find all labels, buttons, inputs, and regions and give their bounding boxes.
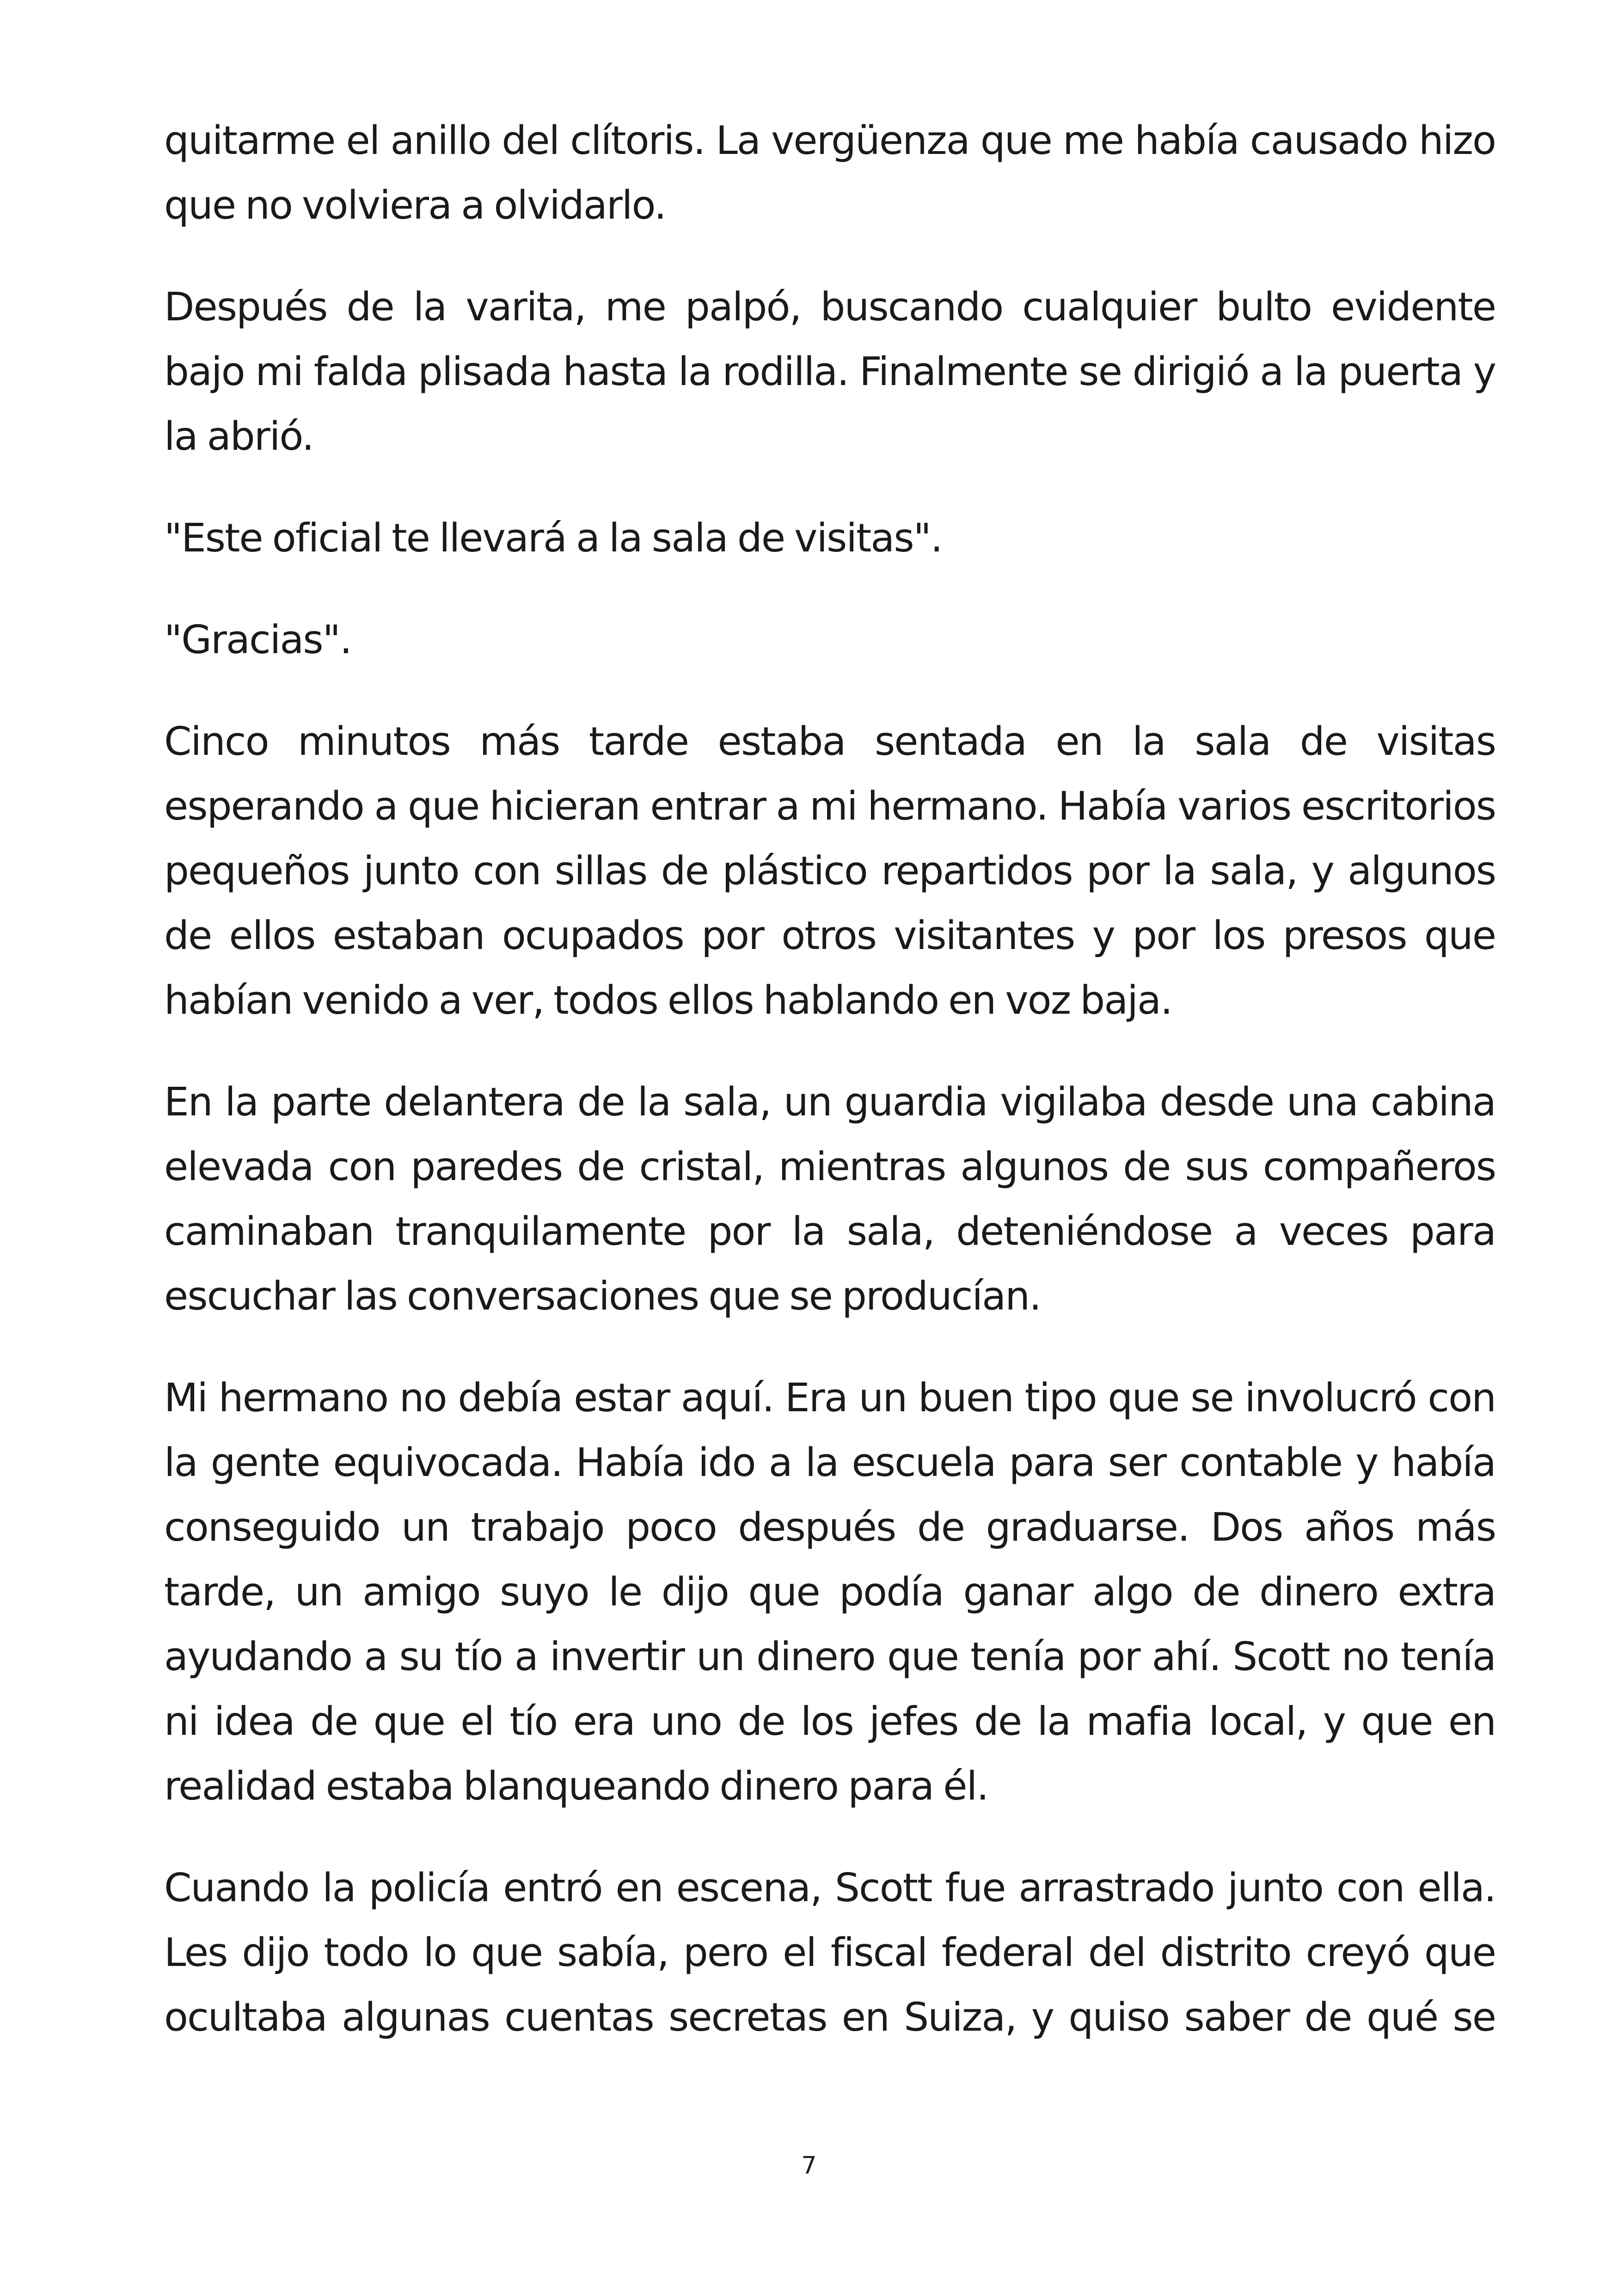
- paragraph: "Gracias".: [164, 617, 351, 663]
- page-number: 7: [801, 2152, 817, 2180]
- paragraph: Después de la varita, me palpó, buscando cualquier bulto evidente bajo mi falda plisada hasta la rodilla. Finalmente se dirigió a la puerta y la abrió.: [164, 284, 1495, 459]
- body-text: [164, 109, 1495, 2087]
- paragraph: Cuando la policía entró en escena, Scott fue arrastrado junto con ella. Les dijo todo lo que sabía, pero el fiscal federal del distrito creyó que ocultaba algunas cuentas secretas en Suiza, y quiso saber de qué se: [164, 1865, 1495, 2040]
- paragraph: "Este oficial te llevará a la sala de visitas".: [164, 515, 942, 561]
- paragraph: Cinco minutos más tarde estaba sentada en la sala de visitas esperando a que hicieran entrar a mi hermano. Había varios escritorios pequeños junto con sillas de plástico repartidos por la sala, y algunos de ellos estaban ocupados por otros visitantes y por los presos que habían venido a ver, todos ellos hablando en voz baja.: [164, 719, 1495, 1023]
- paragraph: Mi hermano no debía estar aquí. Era un buen tipo que se involucró con la gente equivocada. Había ido a la escuela para ser contable y había conseguido un trabajo poco después de graduarse. Dos años más tarde, un amigo suyo le dijo que podía ganar algo de dinero extra ayudando a su tío a invertir un dinero que tenía por ahí. Scott no tenía ni idea de que el tío era uno de los jefes de la mafia local, y que en realidad estaba blanqueando dinero para él.: [164, 1375, 1495, 1809]
- paragraph: quitarme el anillo del clítoris. La vergüenza que me había causado hizo que no volviera a olvidarlo.: [164, 118, 1495, 228]
- paragraph: En la parte delantera de la sala, un guardia vigilaba desde una cabina elevada con paredes de cristal, mientras algunos de sus compañeros caminaban tranquilamente por la sala, deteniéndose a veces para escuchar las conversaciones que se producían.: [164, 1079, 1495, 1319]
